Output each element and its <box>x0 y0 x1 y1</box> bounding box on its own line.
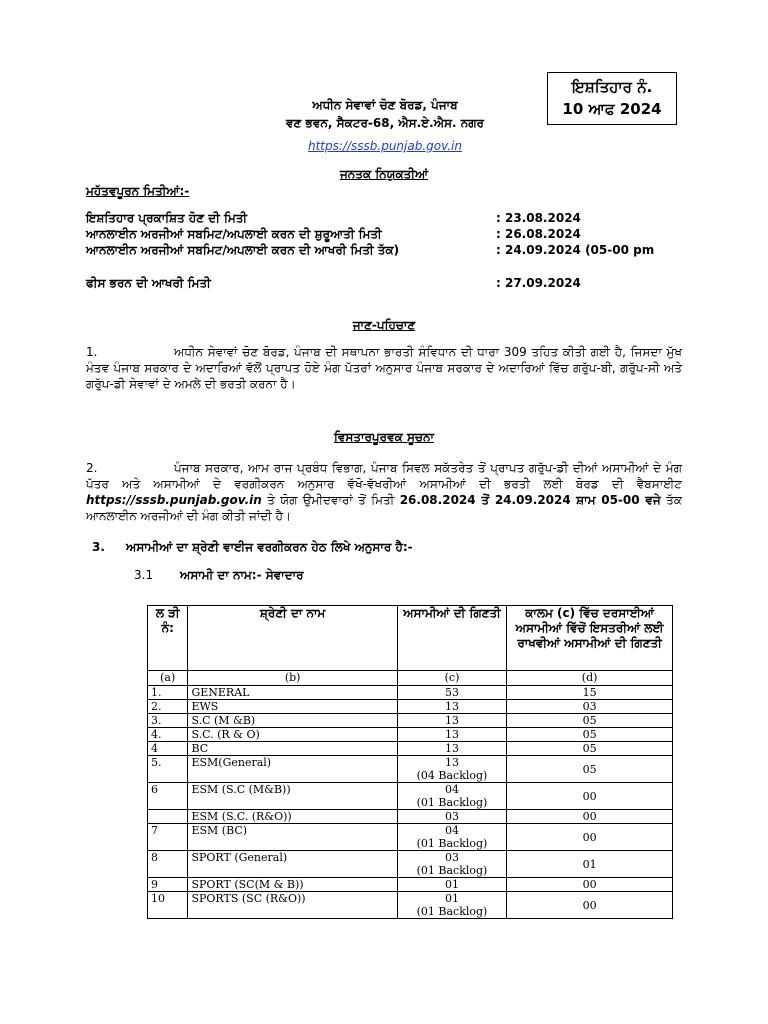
cell-serial: 10 <box>148 892 188 919</box>
table-row <box>148 892 673 919</box>
cell-women: 00 <box>507 810 673 824</box>
posts-count: 13 <box>445 714 459 727</box>
category-table <box>147 605 673 919</box>
cell-posts <box>397 892 506 919</box>
posts-count: 13 <box>445 742 459 755</box>
cell-posts <box>397 714 506 728</box>
cell-category: ESM (S.C. (R&O)) <box>188 810 397 824</box>
public-appointments-title: ਜਨਤਕ ਨਿਯੁਕਤੀਆਂ <box>339 167 429 181</box>
letter-c: (c) <box>397 671 506 686</box>
posts-count: 53 <box>445 686 459 699</box>
posts-count: 01 <box>445 892 459 905</box>
cell-posts <box>397 810 506 824</box>
cell-posts <box>397 878 506 892</box>
table-row <box>148 700 673 714</box>
item-3 <box>92 540 413 555</box>
advertisement-number: 10 ਆਫ 2024 <box>562 100 662 118</box>
cell-women: 05 <box>507 756 673 783</box>
table-row <box>148 851 673 878</box>
date-label: ਇਸ਼ਤਿਹਾਰ ਪ੍ਰਕਾਸ਼ਿਤ ਹੋਣ ਦੀ ਮਿਤੀ <box>86 211 248 225</box>
item-3-1 <box>134 568 304 583</box>
details-title: ਵਿਸਤਾਰਪੂਰਵਕ ਸੂਚਨਾ <box>334 430 434 444</box>
cell-serial <box>148 810 188 824</box>
cell-women: 00 <box>507 878 673 892</box>
posts-count: 13 <box>445 700 459 713</box>
important-dates-title: ਮਹੱਤਵਪੂਰਨ ਮਿਤੀਆਂ:- <box>86 184 190 198</box>
item-number: 3. <box>92 540 105 554</box>
cell-category: BC <box>188 742 397 756</box>
table-row <box>148 783 673 810</box>
details-paragraph <box>86 460 682 524</box>
paragraph-text: ਪੰਜਾਬ ਸਰਕਾਰ, ਆਮ ਰਾਜ ਪ੍ਰਬੰਧ ਵਿਭਾਗ, ਪੰਜਾਬ ਸਿਵਲ ਸਕੱਤਰੇਤ ਤੋਂ ਪ੍ਰਾਪਤ ਗਰੁੱਪ-ਡੀ ਦੀਆਂ ਅਸਾਮੀਆਂ ਦੇ ਮੰਗ ਪੱਤਰ ਅਤੇ ਅਸਾਮੀਆਂ ਦੇ ਵਰਗੀਕਰਨ ਅਨੁਸਾਰ ਵੱਖੋ-ਵੱਖਰੀਆਂ ਅਸਾਮੀਆਂ ਦੀ ਭਰਤੀ ਲਈ ਬੋਰਡ ਦੀ ਵੈਬਸਾਈਟ <box>86 461 682 491</box>
apply-date-range: 26.08.2024 ਤੋਂ 24.09.2024 <box>399 493 571 507</box>
cell-category: ESM (BC) <box>188 824 397 851</box>
date-label: ਆਨਲਾਈਨ ਅਰਜੀਆਂ ਸਬਮਿਟ/ਅਪਲਾਈ ਕਰਨ ਦੀ ਸ਼ੁਰੂਆਤੀ ਮਿਤੀ <box>86 227 382 241</box>
posts-count: 13 <box>445 756 459 769</box>
posts-count: 03 <box>445 810 459 823</box>
posts-backlog-note: (01 Backlog) <box>416 905 488 918</box>
board-address: ਵਣ ਭਵਨ, ਸੈਕਟਰ-68, ਐਸ.ਏ.ਐਸ. ਨਗਰ <box>285 116 484 130</box>
cell-category: ESM(General) <box>188 756 397 783</box>
cell-women: 05 <box>507 714 673 728</box>
posts-backlog-note: (04 Backlog) <box>416 769 488 782</box>
cell-posts <box>397 700 506 714</box>
cell-women: 00 <box>507 824 673 851</box>
table-row <box>148 810 673 824</box>
cell-women: 00 <box>507 892 673 919</box>
paragraph-text: ਤੱਕ ਆਨਲਾਈਨ ਅਰਜੀਆਂ ਦੀ ਮੰਗ ਕੀਤੀ ਜਾਂਦੀ ਹੈ। <box>86 493 682 523</box>
introduction-title: ਜਾਣ-ਪਹਿਚਾਣ <box>352 318 416 332</box>
paragraph-number: 1. <box>86 345 98 359</box>
cell-category: SPORT (General) <box>188 851 397 878</box>
advertisement-label: ਇਸ਼ਤਿਹਾਰ ਨੰ. <box>571 78 653 96</box>
advertisement-number-box <box>547 72 677 125</box>
paragraph-text: ਤੇ ਯੋਗ ਉਮੀਦਵਾਰਾਂ ਤੋਂ ਮਿਤੀ <box>261 493 400 507</box>
website-link[interactable]: https://sssb.punjab.gov.in <box>308 139 462 153</box>
cell-category: SPORT (SC(M & B)) <box>188 878 397 892</box>
cell-serial: 3. <box>148 714 188 728</box>
cell-serial: 2. <box>148 700 188 714</box>
table-row <box>148 728 673 742</box>
letter-a: (a) <box>148 671 188 686</box>
cell-posts <box>397 851 506 878</box>
item-text: ਅਸਾਮੀ ਦਾ ਨਾਮ:- ਸੇਵਾਦਾਰ <box>180 568 304 582</box>
posts-backlog-note: (01 Backlog) <box>416 864 488 877</box>
board-header <box>240 96 530 132</box>
date-label: ਫੀਸ ਭਰਨ ਦੀ ਆਖਰੀ ਮਿਤੀ <box>86 276 211 290</box>
paragraph-text: ਅਧੀਨ ਸੇਵਾਵਾਂ ਚੋਣ ਬੋਰਡ, ਪੰਜਾਬ ਦੀ ਸਥਾਪਨਾ ਭਾਰਤੀ ਸੰਵਿਧਾਨ ਦੀ ਧਾਰਾ 309 ਤਹਿਤ ਕੀਤੀ ਗਈ ਹੈ, ਜਿਸਦਾ ਮੁੱਖ ਮੰਤਵ ਪੰਜਾਬ ਸਰਕਾਰ ਦੇ ਅਦਾਰਿਆਂ ਵੱਲੋਂ ਪ੍ਰਾਪਤ ਹੋਏ ਮੰਗ ਪੱਤਰਾਂ ਅਨੁਸਾਰ ਪੰਜਾਬ ਸਰਕਾਰ ਦੇ ਅਦਾਰਿਆਂ ਵਿੱਚ ਗਰੁੱਪ-ਬੀ, ਗਰੁੱਪ-ਸੀ ਅਤੇ ਗਰੁੱਪ-ਡੀ ਸੇਵਾਵਾਂ ਦੇ ਅਮਲੇ ਦੀ ਭਰਤੀ ਕਰਨਾ ਹੈ। <box>86 345 682 391</box>
cell-posts <box>397 728 506 742</box>
cell-posts <box>397 686 506 700</box>
cell-serial: 4 <box>148 742 188 756</box>
posts-count: 13 <box>445 728 459 741</box>
header-category: ਸ਼੍ਰੇਣੀ ਦਾ ਨਾਮ <box>188 606 397 671</box>
cell-posts <box>397 756 506 783</box>
cell-posts <box>397 742 506 756</box>
cell-category: GENERAL <box>188 686 397 700</box>
table-header-row <box>148 606 673 671</box>
paragraph-number: 2. <box>86 461 98 475</box>
cell-serial: 9 <box>148 878 188 892</box>
cell-serial: 4. <box>148 728 188 742</box>
letter-b: (b) <box>188 671 397 686</box>
posts-backlog-note: (01 Backlog) <box>416 796 488 809</box>
table-row <box>148 878 673 892</box>
posts-count: 04 <box>445 783 459 796</box>
header-posts: ਅਸਾਮੀਆਂ ਦੀ ਗਿਣਤੀ <box>397 606 506 671</box>
introduction-paragraph <box>86 344 682 392</box>
table-row <box>148 756 673 783</box>
header-women: ਕਾਲਮ (c) ਵਿੱਚ ਦਰਸਾਈਆਂ ਅਸਾਮੀਆਂ ਵਿੱਚੋਂ ਇਸਤਰੀਆਂ ਲਈ ਰਾਖਵੀਆਂ ਅਸਾਮੀਆਂ ਦੀ ਗਿਣਤੀ <box>507 606 673 671</box>
cell-serial: 6 <box>148 783 188 810</box>
board-name: ਅਧੀਨ ਸੇਵਾਵਾਂ ਚੋਣ ਬੋਰਡ, ਪੰਜਾਬ <box>312 98 458 112</box>
posts-backlog-note: (01 Backlog) <box>416 837 488 850</box>
cell-women: 03 <box>507 700 673 714</box>
cell-women: 01 <box>507 851 673 878</box>
cell-category: S.C (M &B) <box>188 714 397 728</box>
cell-serial: 8 <box>148 851 188 878</box>
apply-time: ਸ਼ਾਮ 05-00 ਵਜੇ <box>576 493 661 507</box>
cell-posts <box>397 824 506 851</box>
cell-women: 05 <box>507 728 673 742</box>
table-body <box>148 686 673 919</box>
date-value: : 27.09.2024 <box>496 276 581 290</box>
item-text: ਅਸਾਮੀਆਂ ਦਾ ਸ਼੍ਰੇਣੀ ਵਾਈਜ ਵਰਗੀਕਰਨ ਹੇਠ ਲਿਖੇ ਅਨੁਸਾਰ ਹੈ:- <box>126 540 413 554</box>
cell-category: ESM (S.C (M&B)) <box>188 783 397 810</box>
cell-serial: 7 <box>148 824 188 851</box>
cell-women: 15 <box>507 686 673 700</box>
header-serial: ਲ ੜੀ ਨੰ: <box>148 606 188 671</box>
date-value: : 23.08.2024 <box>496 211 581 225</box>
table-letter-row <box>148 671 673 686</box>
item-number: 3.1 <box>134 568 154 582</box>
cell-category: EWS <box>188 700 397 714</box>
cell-serial: 1. <box>148 686 188 700</box>
cell-category: SPORTS (SC (R&O)) <box>188 892 397 919</box>
cell-serial: 5. <box>148 756 188 783</box>
website-link-inline[interactable]: https://sssb.punjab.gov.in <box>86 493 262 507</box>
table-row <box>148 714 673 728</box>
posts-count: 01 <box>445 878 459 891</box>
date-value: : 24.09.2024 (05-00 pm <box>496 243 655 257</box>
date-value: : 26.08.2024 <box>496 227 581 241</box>
table-row <box>148 686 673 700</box>
posts-count: 04 <box>445 824 459 837</box>
cell-women: 05 <box>507 742 673 756</box>
table-row <box>148 824 673 851</box>
date-row-last <box>86 242 686 276</box>
table-row <box>148 742 673 756</box>
cell-category: S.C. (R & O) <box>188 728 397 742</box>
letter-d: (d) <box>507 671 673 686</box>
cell-women: 00 <box>507 783 673 810</box>
cell-posts <box>397 783 506 810</box>
posts-count: 03 <box>445 851 459 864</box>
date-label: ਆਨਲਾਈਨ ਅਰਜੀਆਂ ਸਬਮਿਟ/ਅਪਲਾਈ ਕਰਨ ਦੀ ਆਖਰੀ ਮਿਤੀ ਤੱਕ) <box>86 243 400 257</box>
